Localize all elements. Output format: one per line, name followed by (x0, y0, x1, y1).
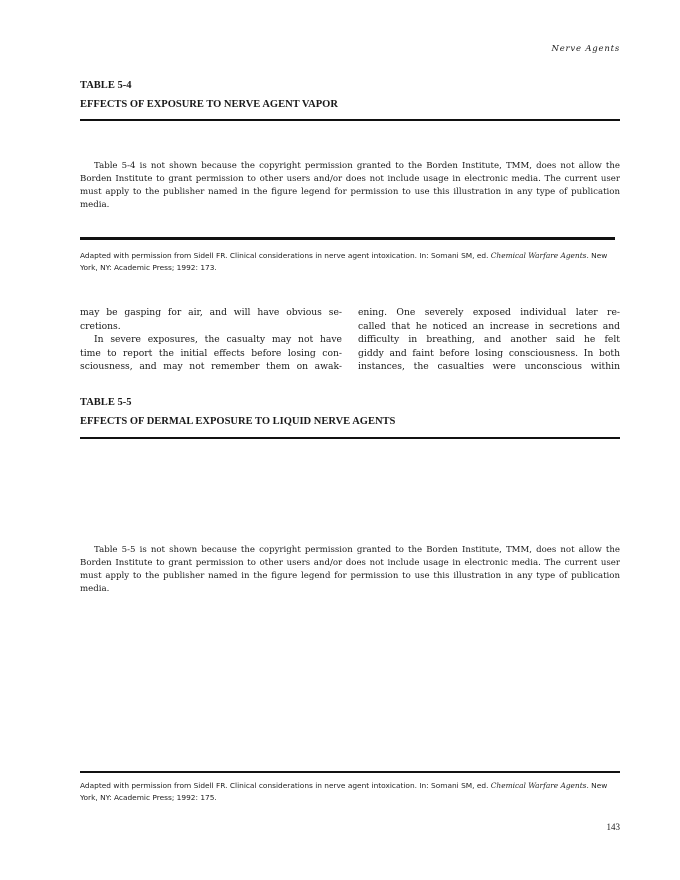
table-5-4-source-prefix: Adapted with permission from Sidell FR. Clinical considerations in nerve agent intoxication. In: Somani SM, ed. (80, 251, 491, 260)
table-5-5-title: EFFECTS OF DERMAL EXPOSURE TO LIQUID NERVE AGENTS (80, 416, 396, 427)
table-5-4-title: EFFECTS OF EXPOSURE TO NERVE AGENT VAPOR (80, 99, 338, 110)
table-5-4-source-note (80, 250, 620, 274)
body-line: cretions. (80, 320, 121, 332)
body-line: called that he noticed an increase in secretions and (358, 320, 620, 332)
table-5-4-top-rule (80, 119, 620, 121)
body-line: ening. One severely exposed individual later re- (358, 307, 620, 318)
table-5-4-number: TABLE 5-4 (80, 80, 132, 91)
running-head: Nerve Agents (551, 44, 620, 54)
body-line: instances, the casualties were unconscious within (358, 361, 620, 372)
table-5-5-placeholder-text: Table 5-5 is not shown because the copyright permission granted to the Borden Institute, TMM, does not allow the Borden Institute to grant permission to other users and/or does not include usage in electronic media. The current user must apply to the publisher named in the figure legend for permission to use this illustration in any type of publication media. (80, 545, 620, 594)
table-5-4-source-title: Chemical Warfare Agents (490, 251, 587, 260)
table-5-5-source-title: Chemical Warfare Agents (490, 781, 587, 790)
table-5-5-number: TABLE 5-5 (80, 397, 132, 408)
body-line: sciousness, and may not remember them on awak- (80, 361, 342, 372)
body-left-column (80, 306, 342, 374)
table-5-4-placeholder-text: Table 5-4 is not shown because the copyright permission granted to the Borden Institute, TMM, does not allow the Borden Institute to grant permission to other users and/or does not include usage in electronic media. The current user must apply to the publisher named in the figure legend for permission to use this illustration in any type of publication media. (80, 161, 620, 210)
page-number: 143 (606, 822, 620, 832)
table-5-5-source-note (80, 780, 620, 804)
table-5-5-top-rule (80, 437, 620, 439)
body-line: giddy and faint before losing consciousness. In both (358, 347, 620, 359)
table-5-5-source-suffix: . New York, NY: Academic Press; 1992: 175. (80, 781, 608, 802)
body-line: time to report the initial effects before losing con- (80, 347, 342, 359)
body-right-column (358, 306, 620, 374)
body-line: difficulty in breathing, and another said he felt (358, 334, 620, 345)
body-line: may be gasping for air, and will have obvious se- (80, 307, 342, 318)
table-5-4-bottom-rule (80, 237, 615, 240)
table-5-5-source-prefix: Adapted with permission from Sidell FR. Clinical considerations in nerve agent intoxication. In: Somani SM, ed. (80, 781, 491, 790)
table-5-5-bottom-rule (80, 771, 620, 773)
body-line: In severe exposures, the casualty may not have (94, 334, 342, 345)
table-5-4-source-suffix: . New York, NY: Academic Press; 1992: 173. (80, 251, 608, 272)
